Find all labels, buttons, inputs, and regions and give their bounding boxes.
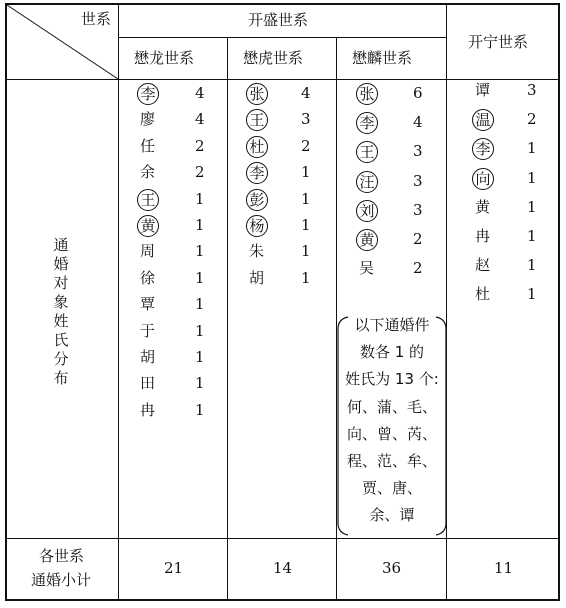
row-label: 通婚对象姓氏分布 bbox=[53, 236, 69, 387]
last-column-header: 开宁世系 bbox=[468, 33, 529, 51]
group-header: 开盛世系 bbox=[248, 11, 309, 29]
count-cell: 1 bbox=[301, 242, 311, 260]
count-cell: 6 bbox=[413, 84, 423, 102]
count-cell: 2 bbox=[413, 259, 423, 277]
surname: 谭 bbox=[475, 81, 491, 99]
count-cell: 1 bbox=[195, 401, 205, 419]
circled-surname: 汪 bbox=[356, 171, 378, 193]
surname: 冉 bbox=[140, 401, 156, 419]
circled-surname: 刘 bbox=[356, 200, 378, 222]
subsystem-header-2: 懋虎世系 bbox=[243, 49, 304, 67]
count-cell: 1 bbox=[195, 216, 205, 234]
surname: 胡 bbox=[249, 269, 265, 287]
count-cell: 3 bbox=[413, 172, 423, 190]
count-cell: 1 bbox=[301, 163, 311, 181]
count-cell: 4 bbox=[301, 84, 311, 102]
surname: 胡 bbox=[140, 348, 156, 366]
surname: 吴 bbox=[359, 259, 375, 277]
count-cell: 2 bbox=[527, 110, 537, 128]
surname: 朱 bbox=[249, 242, 265, 260]
count-cell: 3 bbox=[413, 142, 423, 160]
circled-surname: 李 bbox=[356, 112, 378, 134]
note-line: 数各 1 的 bbox=[359, 343, 425, 362]
count-cell: 1 bbox=[195, 295, 205, 313]
subtotal-cell: 14 bbox=[273, 559, 293, 577]
surname: 余 bbox=[140, 163, 156, 181]
count-cell: 2 bbox=[413, 230, 423, 248]
subsystem-header-3: 懋麟世系 bbox=[352, 49, 413, 67]
count-cell: 1 bbox=[301, 190, 311, 208]
subtotal-cell: 11 bbox=[494, 559, 514, 577]
count-cell: 1 bbox=[527, 285, 537, 303]
surname: 黄 bbox=[475, 198, 491, 216]
count-cell: 1 bbox=[195, 374, 205, 392]
surname: 周 bbox=[140, 242, 156, 260]
surname: 徐 bbox=[140, 269, 156, 287]
count-cell: 3 bbox=[301, 110, 311, 128]
count-cell: 1 bbox=[527, 256, 537, 274]
circled-surname: 王 bbox=[356, 141, 378, 163]
corner-label: 世系 bbox=[81, 10, 112, 28]
circled-surname: 温 bbox=[472, 109, 494, 131]
note-line: 程、范、牟、 bbox=[346, 452, 437, 470]
subsystem-header-1: 懋龙世系 bbox=[134, 49, 195, 67]
subtotal-cell: 21 bbox=[164, 559, 184, 577]
subtotal-cell: 36 bbox=[382, 559, 402, 577]
surname: 冉 bbox=[475, 227, 491, 245]
count-cell: 1 bbox=[195, 269, 205, 287]
circled-surname: 王 bbox=[137, 189, 159, 211]
circled-surname: 黄 bbox=[356, 229, 378, 251]
surname: 覃 bbox=[140, 295, 156, 313]
subtotal-label-line-2: 通婚小计 bbox=[31, 571, 92, 589]
count-cell: 1 bbox=[195, 348, 205, 366]
circled-surname: 张 bbox=[356, 83, 378, 105]
circled-surname: 王 bbox=[246, 109, 268, 131]
count-cell: 3 bbox=[413, 201, 423, 219]
count-cell: 1 bbox=[301, 269, 311, 287]
count-cell: 1 bbox=[527, 198, 537, 216]
count-cell: 4 bbox=[195, 84, 205, 102]
surname: 廖 bbox=[140, 110, 156, 128]
count-cell: 1 bbox=[527, 227, 537, 245]
circled-surname: 杜 bbox=[246, 136, 268, 158]
circled-surname: 彭 bbox=[246, 189, 268, 211]
count-cell: 4 bbox=[413, 113, 423, 131]
circled-surname: 杨 bbox=[246, 215, 268, 237]
circled-surname: 李 bbox=[472, 138, 494, 160]
count-cell: 2 bbox=[301, 137, 311, 155]
circled-surname: 李 bbox=[137, 83, 159, 105]
note-line: 贾、唐、 bbox=[361, 479, 422, 498]
surname: 任 bbox=[140, 137, 156, 155]
count-cell: 1 bbox=[195, 190, 205, 208]
count-cell: 1 bbox=[527, 169, 537, 187]
note-line: 以下通婚件 bbox=[354, 316, 430, 334]
note-line: 余、谭 bbox=[369, 506, 415, 525]
circled-surname: 李 bbox=[246, 162, 268, 184]
circled-surname: 黄 bbox=[137, 215, 159, 237]
note-line: 何、蒲、毛、 bbox=[346, 397, 437, 416]
count-cell: 1 bbox=[527, 139, 537, 157]
count-cell: 1 bbox=[195, 242, 205, 260]
count-cell: 3 bbox=[527, 81, 537, 99]
circled-surname: 向 bbox=[472, 168, 494, 190]
surname: 赵 bbox=[475, 256, 491, 274]
surname: 杜 bbox=[475, 285, 491, 303]
count-cell: 2 bbox=[195, 163, 205, 181]
note-line: 姓氏为 13 个: bbox=[345, 370, 439, 389]
surname: 田 bbox=[140, 374, 156, 392]
count-cell: 1 bbox=[195, 322, 205, 340]
circled-surname: 张 bbox=[246, 83, 268, 105]
count-cell: 4 bbox=[195, 110, 205, 128]
intermarriage-table bbox=[5, 3, 560, 601]
surname: 于 bbox=[140, 322, 156, 340]
count-cell: 1 bbox=[301, 216, 311, 234]
count-cell: 2 bbox=[195, 137, 205, 155]
subtotal-label-line-1: 各世系 bbox=[39, 547, 85, 565]
note-brackets bbox=[5, 3, 560, 601]
note-line: 向、曾、芮、 bbox=[346, 424, 437, 443]
